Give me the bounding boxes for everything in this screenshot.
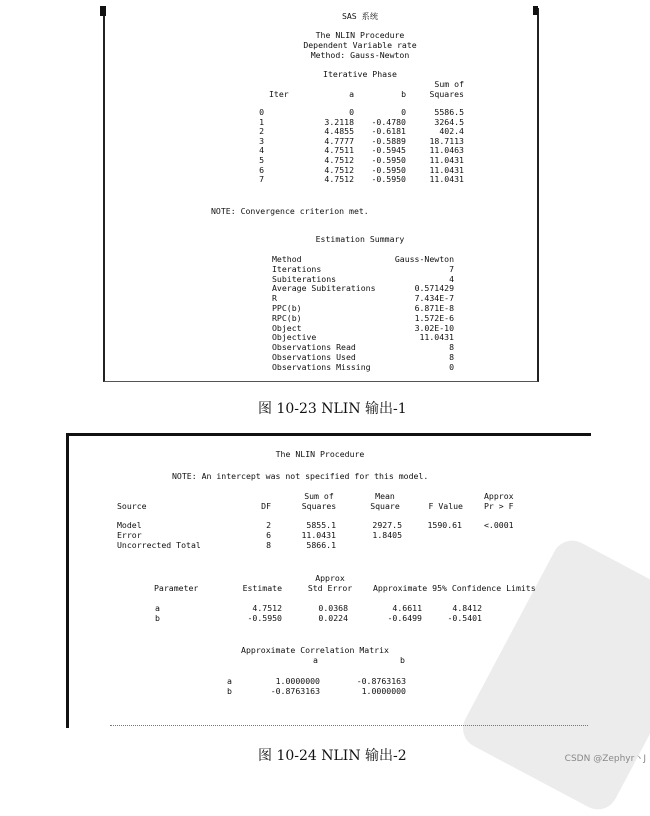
- summary-value: 0: [449, 361, 454, 372]
- col-header-ss-2: Squares: [429, 89, 464, 99]
- iter-cell: 7: [259, 174, 264, 185]
- ss-cell: 11.0431: [429, 155, 464, 165]
- b-cell: -0.6181: [371, 126, 406, 137]
- intercept-note: NOTE: An intercept was not specified for this model.: [172, 471, 429, 481]
- summary-label: Observations Read: [272, 342, 356, 353]
- b-cell: -0.5950: [371, 155, 406, 165]
- anova-source: Error: [117, 529, 142, 540]
- anova-ss: 5866.1: [306, 539, 336, 550]
- summary-label: RPC(b): [272, 312, 302, 323]
- summary-label: Observations Used: [272, 352, 356, 362]
- method-line: Method: Gauss-Newton: [310, 50, 410, 60]
- dependent-variable: Dependent Variable rate: [303, 40, 417, 50]
- corr-value: -0.8763163: [356, 676, 406, 686]
- proc-title-2: The NLIN Procedure: [275, 449, 365, 459]
- anova-f: 1590.61: [427, 520, 462, 530]
- summary-label: Object: [272, 322, 302, 333]
- summary-label: Objective: [272, 332, 317, 343]
- anova-header-f: F Value: [428, 501, 463, 511]
- summary-label: R: [272, 293, 277, 304]
- ss-cell: 18.7113: [429, 135, 464, 146]
- convergence-note: NOTE: Convergence criterion met.: [211, 206, 369, 216]
- figure-caption-2: 图 10-24 NLIN 输出-2: [258, 748, 407, 764]
- anova-df: 8: [266, 539, 271, 550]
- output-1-frame: [103, 8, 539, 382]
- a-cell: 4.7777: [324, 135, 354, 146]
- ss-cell: 402.4: [439, 126, 464, 137]
- anova-df: 6: [266, 529, 271, 540]
- param-se: 0.0368: [318, 603, 348, 613]
- param-estimate: 4.7512: [252, 603, 282, 613]
- anova-df: 2: [266, 520, 271, 530]
- anova-header-df: DF: [261, 501, 271, 511]
- anova-header-ms-2: Square: [370, 501, 400, 511]
- b-cell: -0.5889: [371, 135, 406, 146]
- col-header-b: b: [401, 89, 406, 99]
- param-header-se-2: Std Error: [307, 583, 353, 593]
- corr-matrix-title: Approximate Correlation Matrix: [241, 645, 389, 655]
- iter-cell: 3: [259, 135, 264, 146]
- anova-header-ms-1: Mean: [375, 491, 395, 501]
- ss-cell: 5586.5: [434, 107, 464, 117]
- bottom-dotted-line: [110, 725, 588, 726]
- anova-p: <.0001: [484, 520, 514, 530]
- a-cell: 4.4855: [324, 126, 354, 137]
- ss-cell: 11.0431: [429, 174, 464, 185]
- iter-cell: 5: [259, 155, 264, 165]
- corner-mark: [100, 6, 106, 16]
- iter-cell: 0: [259, 107, 264, 117]
- summary-value: 1.572E-6: [414, 312, 454, 323]
- param-ci-lower: -0.6499: [387, 612, 422, 623]
- summary-value: 7.434E-7: [414, 293, 454, 304]
- iter-cell: 2: [259, 126, 264, 137]
- param-name: a: [155, 603, 160, 613]
- param-ci-lower: 4.6611: [392, 603, 422, 613]
- corr-col-b: b: [400, 655, 405, 665]
- a-cell: 4.7512: [324, 155, 354, 165]
- b-cell: -0.5945: [371, 145, 406, 156]
- anova-header-source: Source: [117, 501, 147, 511]
- col-header-iter: Iter: [269, 89, 289, 99]
- system-title: SAS 系统: [341, 11, 379, 21]
- anova-ms: 1.8405: [372, 529, 402, 540]
- summary-label: Iterations: [272, 263, 322, 274]
- param-ci-upper: 4.8412: [452, 603, 482, 613]
- param-se: 0.0224: [318, 612, 348, 623]
- iterative-phase-title: Iterative Phase: [323, 69, 397, 79]
- param-estimate: -0.5950: [247, 612, 282, 623]
- summary-value: 8: [449, 342, 454, 353]
- col-header-a: a: [349, 89, 354, 99]
- param-ci-upper: -0.5401: [447, 612, 482, 623]
- corr-row-name: b: [227, 685, 232, 696]
- a-cell: 4.7511: [324, 145, 354, 156]
- summary-value: 11.0431: [419, 332, 454, 343]
- anova-source: Uncorrected Total: [117, 539, 201, 550]
- proc-title: The NLIN Procedure: [315, 30, 405, 40]
- param-header-name: Parameter: [154, 583, 199, 593]
- corr-value: 1.0000000: [361, 685, 406, 696]
- iter-cell: 4: [259, 145, 264, 156]
- anova-header-ss-2: Squares: [301, 501, 337, 511]
- summary-label: Subiterations: [272, 273, 337, 284]
- summary-value: 4: [449, 273, 454, 284]
- summary-value: 0.571429: [414, 283, 454, 294]
- estimation-summary-title: Estimation Summary: [315, 234, 405, 244]
- b-cell: -0.5950: [371, 164, 406, 175]
- summary-value: 7: [449, 263, 454, 274]
- ss-cell: 11.0431: [429, 164, 464, 175]
- param-name: b: [155, 612, 160, 623]
- corner-mark: [533, 6, 538, 15]
- anova-ss: 11.0431: [301, 529, 336, 540]
- corr-value: 1.0000000: [275, 676, 320, 686]
- param-header-ci: Approximate 95% Confidence Limits: [373, 583, 536, 593]
- summary-value: Gauss-Newton: [394, 254, 454, 264]
- summary-value: 3.02E-10: [414, 322, 454, 333]
- b-cell: -0.4780: [371, 116, 406, 127]
- summary-label: PPC(b): [272, 303, 302, 313]
- anova-header-p-1: Approx: [484, 491, 514, 501]
- summary-value: 8: [449, 352, 454, 362]
- summary-value: 6.871E-8: [414, 303, 454, 313]
- a-cell: 4.7512: [324, 174, 354, 185]
- anova-source: Model: [117, 520, 142, 530]
- anova-header-p-2: Pr > F: [484, 501, 514, 511]
- anova-ms: 2927.5: [372, 520, 402, 530]
- a-cell: 4.7512: [324, 164, 354, 175]
- iter-cell: 6: [259, 164, 264, 175]
- corr-value: -0.8763163: [270, 685, 320, 696]
- summary-label: Average Subiterations: [272, 283, 376, 294]
- watermark: CSDN @Zephyr丶J: [564, 754, 646, 764]
- a-cell: 3.2118: [324, 116, 354, 127]
- ss-cell: 3264.5: [434, 116, 464, 127]
- corr-col-a: a: [313, 655, 318, 665]
- a-cell: 0: [349, 107, 354, 117]
- col-header-ss-1: Sum of: [434, 79, 464, 89]
- anova-ss: 5855.1: [306, 520, 336, 530]
- summary-label: Method: [272, 254, 302, 264]
- param-header-se-1: Approx: [315, 573, 345, 583]
- b-cell: 0: [401, 107, 406, 117]
- iter-cell: 1: [259, 116, 264, 127]
- figure-caption-1: 图 10-23 NLIN 输出-1: [258, 401, 407, 417]
- param-header-estimate: Estimate: [242, 583, 282, 593]
- corr-row-name: a: [227, 676, 232, 686]
- b-cell: -0.5950: [371, 174, 406, 185]
- anova-header-ss-1: Sum of: [304, 491, 334, 501]
- ss-cell: 11.0463: [429, 145, 464, 156]
- summary-label: Observations Missing: [272, 361, 371, 372]
